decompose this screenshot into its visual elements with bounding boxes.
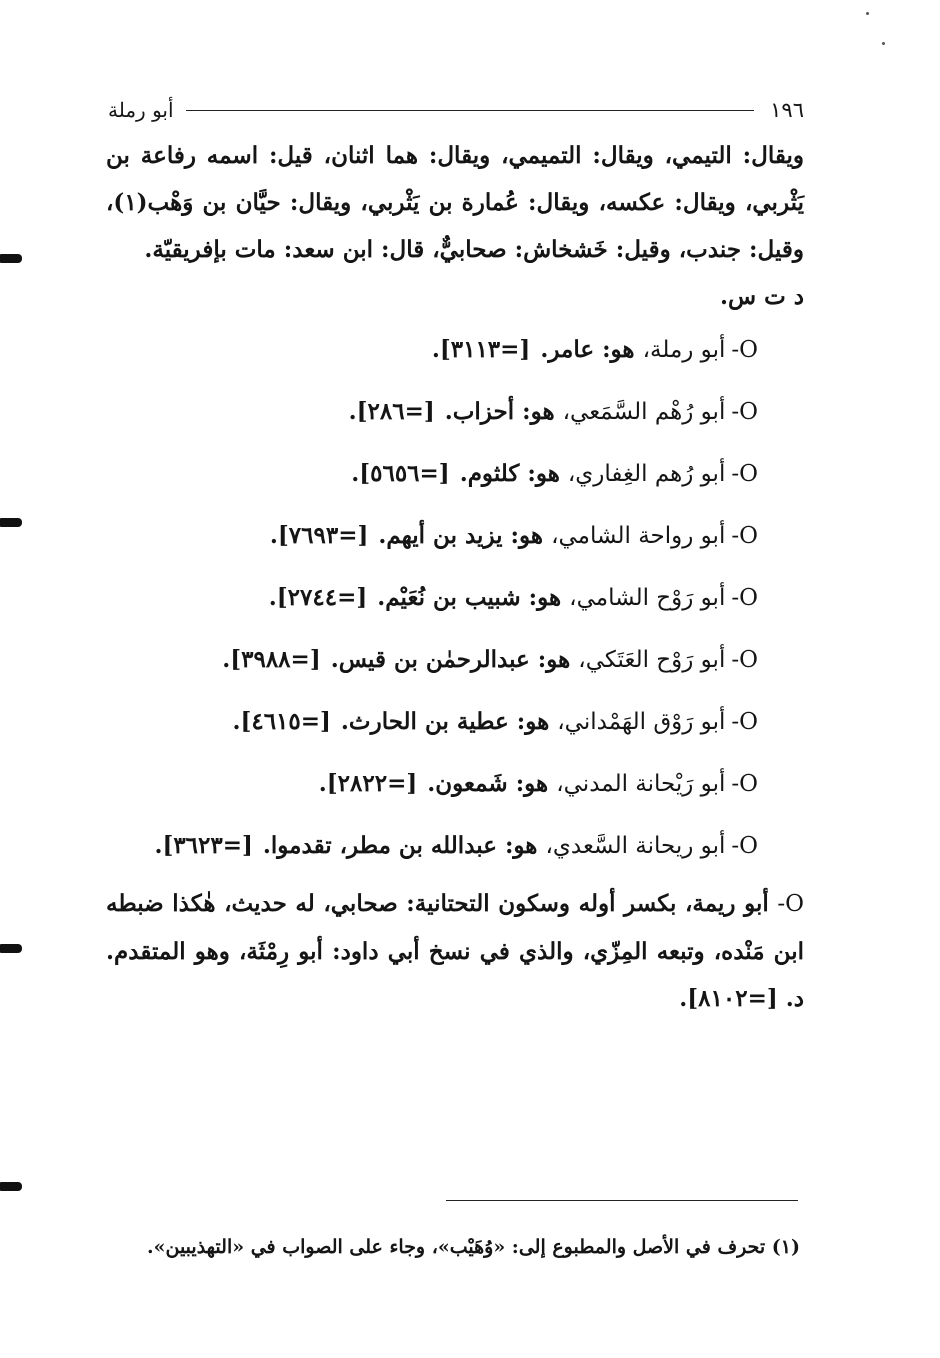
last-entry-paragraph (106, 880, 804, 1022)
entry-kunya: أبو ريحانة السَّعدي، (545, 833, 726, 859)
list-item (106, 454, 758, 516)
entry-kunya: أبو رُهْم السَّمَعي، (562, 399, 726, 425)
entry-reference: [=٥٦٥٦]. (351, 460, 450, 487)
page-header (108, 95, 804, 125)
entry-huwa: هو: (527, 460, 560, 487)
entry-marker: O- (731, 337, 758, 363)
list-item (106, 764, 758, 826)
entry-name: عامر. (540, 336, 595, 363)
entry-name: أحزاب. (444, 398, 515, 425)
entry-reference: [=٧٦٩٣]. (269, 522, 369, 549)
entry-kunya: أبو رُهم الغِفاري، (567, 461, 726, 487)
entry-marker: O- (731, 399, 758, 425)
scan-dot (882, 42, 885, 45)
scan-dot (866, 12, 869, 15)
entry-name: شبيب بن نُعَيْم. (377, 584, 521, 611)
entry-name: عبدالله بن مطر، تقدموا. (262, 832, 497, 859)
list-item (106, 330, 758, 392)
entry-marker: O- (731, 461, 758, 487)
scan-mark (0, 1182, 22, 1191)
entry-kunya: أبو رَوْح الشامي، (569, 585, 726, 611)
entry-huwa: هو: (537, 646, 571, 673)
footnote: (١) تحرف في الأصل والمطبوع إلى: «وُهَيْب»، وجاء على الصواب في «التهذيبين». (146, 1236, 800, 1258)
scan-mark (0, 254, 22, 263)
entry-huwa: هو: (528, 584, 562, 611)
footnote-rule (446, 1200, 798, 1201)
entry-reference: [=٢٨٢٢]. (318, 770, 418, 797)
last-entry-text: أبو ريمة، بكسر أوله وسكون التحتانية: صحابي، له حديث، هٰكذا ضبطه ابن مَنْده، وتبعه المِزّي، والذي في نسخ أبي داود: أبو رِمْثَة، وهو المتقدم. د. [=٨١٠٢]. (106, 890, 804, 1012)
running-title: أبو رملة (108, 98, 174, 122)
scan-mark (0, 944, 22, 953)
entry-huwa: هو: (522, 398, 555, 425)
entry-marker: O- (731, 833, 758, 859)
entries-list (106, 330, 758, 888)
entry-reference: [=٣٩٨٨]. (222, 646, 321, 673)
entry-reference: [=٤٦١٥]. (232, 708, 331, 735)
entry-marker: O- (731, 709, 758, 735)
entry-marker: O- (731, 523, 758, 549)
entry-reference: [=٢٧٤٤]. (268, 584, 368, 611)
entry-kunya: أبو رواحة الشامي، (551, 523, 726, 549)
scan-mark (0, 518, 22, 527)
entry-huwa: هو: (602, 336, 635, 363)
list-item (106, 516, 758, 578)
entry-reference: [=٣٦٢٣]. (154, 832, 253, 859)
entry-huwa: هو: (516, 708, 550, 735)
entry-kunya: أبو رَوْق الهَمْداني، (557, 709, 726, 735)
entry-marker: O- (731, 771, 758, 797)
entry-huwa: هو: (510, 522, 544, 549)
entry-marker: O- (777, 891, 804, 917)
entry-reference: [=٢٨٦]. (348, 398, 435, 425)
entry-marker: O- (731, 585, 758, 611)
entry-name: عطية بن الحارث. (340, 708, 509, 735)
entry-huwa: هو: (515, 770, 549, 797)
list-item (106, 702, 758, 764)
entry-name: عبدالرحمٰن بن قيس. (330, 646, 530, 673)
entry-kunya: أبو رملة، (642, 337, 726, 363)
entry-kunya: أبو رَوْح العَتَكي، (578, 647, 726, 673)
list-item (106, 392, 758, 454)
intro-text: ويقال: التيمي، ويقال: التميمي، ويقال: هما اثنان، قيل: اسمه رفاعة بن يَثْربي، ويقال: عكسه، ويقال: عُمارة بن يَثْربي، ويقال: حيَّان بن وَهْب(١)، وقيل: جندب، وقيل: خَشخاش: صحابيٌّ، قال: ابن سعد: مات بإفريقيّة. (106, 142, 804, 263)
entry-huwa: هو: (504, 832, 538, 859)
intro-paragraph (106, 132, 804, 320)
entry-kunya: أبو رَيْحانة المدني، (556, 771, 726, 797)
list-item (106, 640, 758, 702)
header-rule (186, 110, 755, 111)
page-number: ١٩٦ (770, 98, 804, 122)
entry-name: يزيد بن أيهم. (378, 522, 503, 549)
entry-marker: O- (731, 647, 758, 673)
intro-reference: د ت س. (720, 283, 804, 310)
entry-reference: [=٣١١٣]. (431, 336, 531, 363)
list-item (106, 826, 758, 888)
entry-name: شَمعون. (427, 770, 508, 797)
entry-name: كلثوم. (459, 460, 520, 487)
list-item (106, 578, 758, 640)
